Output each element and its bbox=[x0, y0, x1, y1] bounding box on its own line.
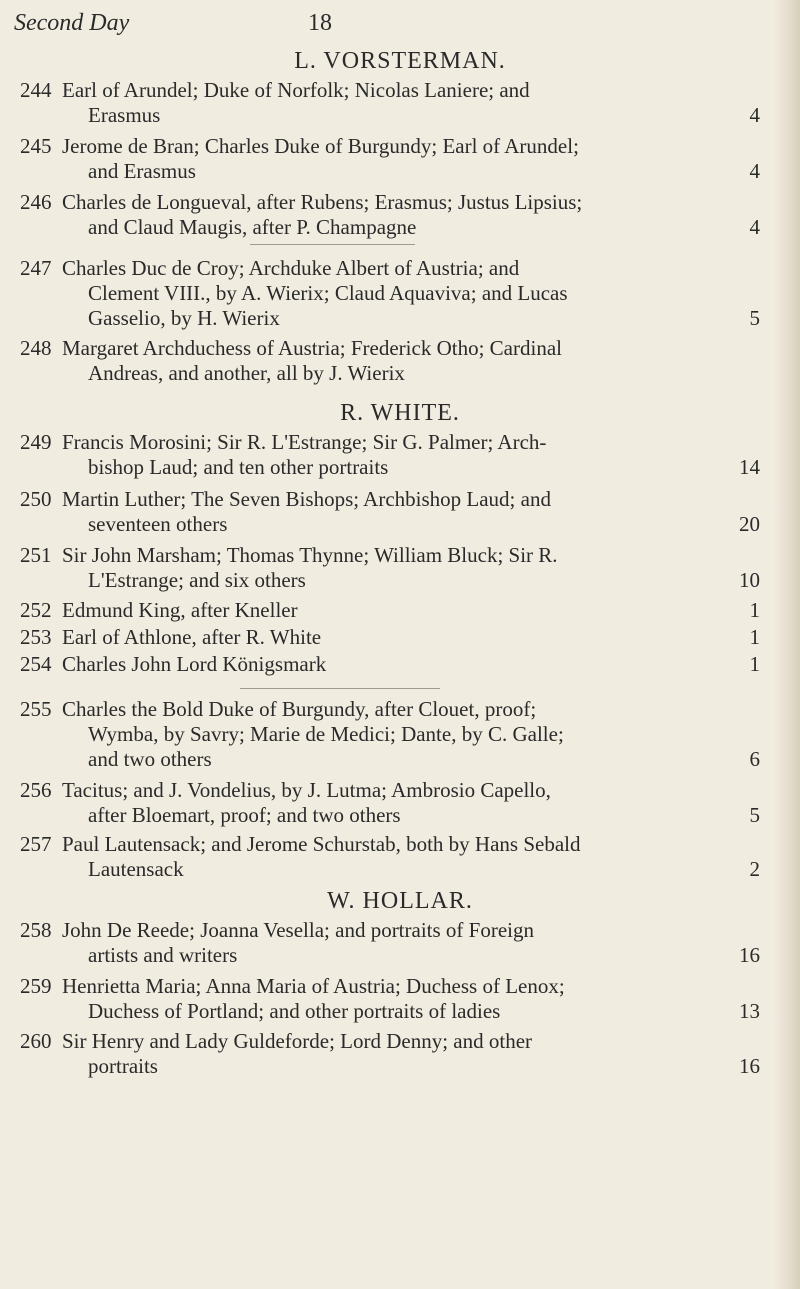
lot-quantity: 20 bbox=[739, 512, 760, 536]
page-edge-shadow bbox=[774, 0, 800, 1289]
lot-description bbox=[62, 832, 760, 882]
lot-line: Clement VIII., by A. Wierix; Claud Aquaviva; and Lucas bbox=[88, 281, 568, 305]
lot-quantity: 10 bbox=[739, 568, 760, 592]
running-head bbox=[14, 10, 714, 38]
lot-quantity: 2 bbox=[749, 857, 760, 881]
lot-description bbox=[62, 918, 760, 968]
lot-description bbox=[62, 697, 760, 772]
lot-description bbox=[62, 78, 760, 128]
lot-line: Tacitus; and J. Vondelius, by J. Lutma; Ambrosio Capello, bbox=[62, 778, 551, 802]
lot-description bbox=[62, 543, 760, 593]
lot-description bbox=[62, 778, 760, 828]
lot-line: Paul Lautensack; and Jerome Schurstab, both by Hans Sebald bbox=[62, 832, 581, 856]
lot-quantity: 13 bbox=[739, 999, 760, 1023]
lot-line: Earl of Athlone, after R. White 1 bbox=[62, 625, 760, 649]
lot-number: 259 bbox=[20, 974, 52, 998]
lot-line: Duchess of Portland; and other portraits of ladies 13 bbox=[88, 999, 760, 1023]
lot-description bbox=[62, 625, 760, 650]
lot-description bbox=[62, 430, 760, 480]
lot-description bbox=[62, 256, 760, 331]
lot-line: Earl of Arundel; Duke of Norfolk; Nicolas Laniere; and bbox=[62, 78, 530, 102]
lot-line: Martin Luther; The Seven Bishops; Archbishop Laud; and bbox=[62, 487, 551, 511]
lot-line: Gasselio, by H. Wierix 5 bbox=[88, 306, 760, 330]
lot-line: Charles John Lord Königsmark 1 bbox=[62, 652, 760, 676]
lot-line: artists and writers 16 bbox=[88, 943, 760, 967]
lot-line: John De Reede; Joanna Vesella; and portraits of Foreign bbox=[62, 918, 534, 942]
lot-description bbox=[62, 134, 760, 184]
lot-line: Henrietta Maria; Anna Maria of Austria; Duchess of Lenox; bbox=[62, 974, 565, 998]
lot-number: 246 bbox=[20, 190, 52, 214]
lot-line: Sir John Marsham; Thomas Thynne; William Bluck; Sir R. bbox=[62, 543, 558, 567]
page-number: 18 bbox=[308, 10, 332, 36]
lot-number: 248 bbox=[20, 336, 52, 360]
lot-quantity: 14 bbox=[739, 455, 760, 479]
lot-quantity: 4 bbox=[749, 103, 760, 127]
lot-quantity: 4 bbox=[749, 159, 760, 183]
lot-quantity: 16 bbox=[739, 943, 760, 967]
lot-number: 249 bbox=[20, 430, 52, 454]
lot-description bbox=[62, 974, 760, 1024]
lot-line: Erasmus 4 bbox=[88, 103, 760, 127]
lot-quantity: 1 bbox=[749, 625, 760, 649]
lot-line: Edmund King, after Kneller 1 bbox=[62, 598, 760, 622]
lot-line: Charles de Longueval, after Rubens; Erasmus; Justus Lipsius; bbox=[62, 190, 583, 214]
lot-line: Andreas, and another, all by J. Wierix bbox=[88, 361, 405, 385]
lot-number: 245 bbox=[20, 134, 52, 158]
lot-line: Lautensack 2 bbox=[88, 857, 760, 881]
lot-line: Charles Duc de Croy; Archduke Albert of Austria; and bbox=[62, 256, 520, 280]
lot-number: 251 bbox=[20, 543, 52, 567]
lot-description bbox=[62, 487, 760, 537]
section-divider bbox=[240, 688, 440, 689]
lot-line: and Claud Maugis, after P. Champagne 4 bbox=[88, 215, 760, 239]
lot-number: 256 bbox=[20, 778, 52, 802]
lot-line: and two others 6 bbox=[88, 747, 760, 771]
lot-line: Francis Morosini; Sir R. L'Estrange; Sir G. Palmer; Arch- bbox=[62, 430, 547, 454]
lot-number: 253 bbox=[20, 625, 52, 649]
lot-line: and Erasmus 4 bbox=[88, 159, 760, 183]
section-divider bbox=[250, 244, 415, 245]
lot-line: Sir Henry and Lady Guldeforde; Lord Denny; and other bbox=[62, 1029, 533, 1053]
lot-line: Margaret Archduchess of Austria; Frederick Otho; Cardinal bbox=[62, 336, 562, 360]
lot-number: 244 bbox=[20, 78, 52, 102]
lot-description bbox=[62, 336, 760, 386]
section-heading-vorsterman: L. VORSTERMAN. bbox=[294, 48, 506, 74]
lot-description bbox=[62, 652, 760, 677]
lot-line: after Bloemart, proof; and two others 5 bbox=[88, 803, 760, 827]
lot-description bbox=[62, 190, 760, 240]
lot-number: 247 bbox=[20, 256, 52, 280]
lot-number: 252 bbox=[20, 598, 52, 622]
lot-quantity: 1 bbox=[749, 598, 760, 622]
lot-line: Wymba, by Savry; Marie de Medici; Dante, by C. Galle; bbox=[88, 722, 564, 746]
lot-number: 258 bbox=[20, 918, 52, 942]
lot-number: 250 bbox=[20, 487, 52, 511]
lot-line: seventeen others 20 bbox=[88, 512, 760, 536]
lot-quantity: 16 bbox=[739, 1054, 760, 1078]
lot-quantity: 5 bbox=[749, 306, 760, 330]
lot-number: 257 bbox=[20, 832, 52, 856]
lot-description bbox=[62, 598, 760, 623]
running-head-title: Second Day bbox=[14, 10, 130, 36]
section-heading-white: R. WHITE. bbox=[340, 400, 460, 426]
lot-quantity: 1 bbox=[749, 652, 760, 676]
lot-description bbox=[62, 1029, 760, 1079]
section-heading-hollar: W. HOLLAR. bbox=[327, 888, 473, 914]
lot-line: L'Estrange; and six others 10 bbox=[88, 568, 760, 592]
lot-number: 254 bbox=[20, 652, 52, 676]
lot-number: 255 bbox=[20, 697, 52, 721]
lot-quantity: 5 bbox=[749, 803, 760, 827]
lot-number: 260 bbox=[20, 1029, 52, 1053]
lot-line: Jerome de Bran; Charles Duke of Burgundy; Earl of Arundel; bbox=[62, 134, 579, 158]
lot-line: portraits 16 bbox=[88, 1054, 760, 1078]
lot-quantity: 4 bbox=[749, 215, 760, 239]
lot-line: Charles the Bold Duke of Burgundy, after Clouet, proof; bbox=[62, 697, 537, 721]
lot-line: bishop Laud; and ten other portraits 14 bbox=[88, 455, 760, 479]
lot-quantity: 6 bbox=[749, 747, 760, 771]
